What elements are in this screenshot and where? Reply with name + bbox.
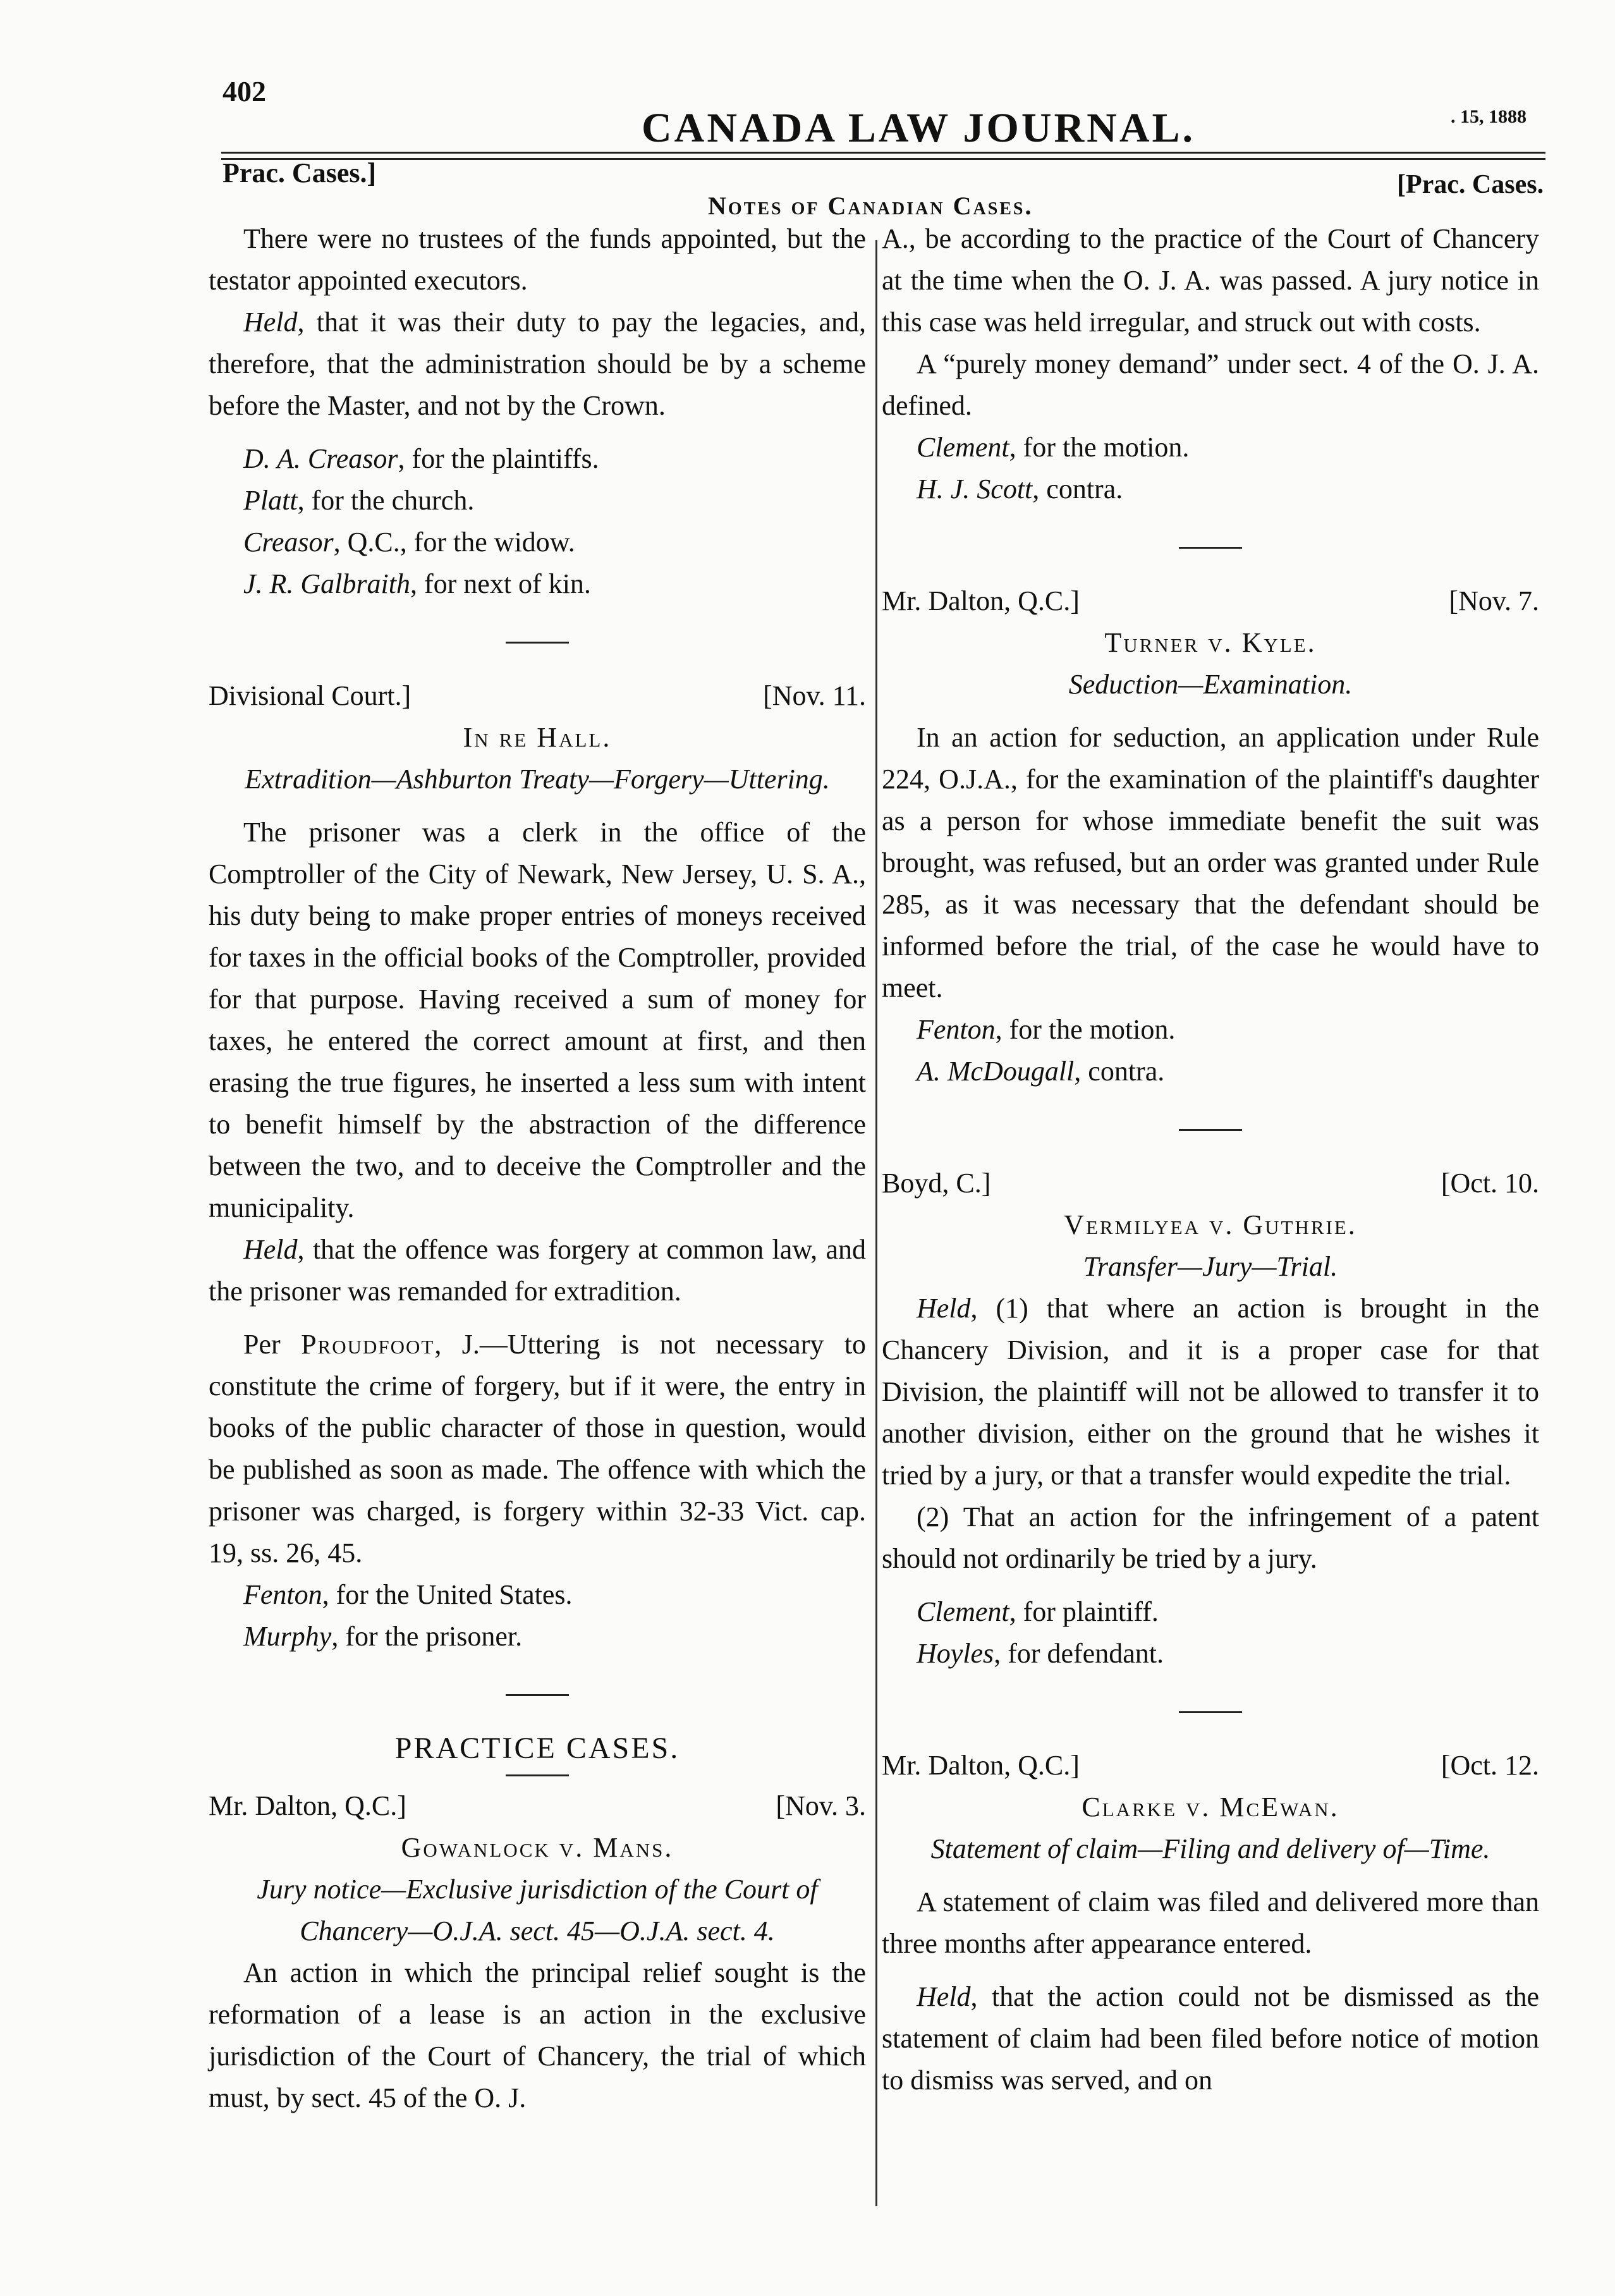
case-date: [Oct. 10. xyxy=(1441,1168,1539,1199)
court-name: Mr. Dalton, Q.C.] xyxy=(882,585,1080,616)
paragraph: Held, that it was their duty to pay the legacies, and, therefore, that the administration should be by a scheme before the Master, and not by the Crown. xyxy=(209,307,866,421)
paragraph: Per Proudfoot, J.—Uttering is not necessary to constitute the crime of forgery, but if it were, the entry in books of the public character of those in question, would be published as soon as made. The offence with which the prisoner was charged, is forgery within 32-33 Vict. cap. 19, ss. 26, 45. xyxy=(209,1329,866,1568)
left-running-tag: Prac. Cases.] xyxy=(222,157,377,188)
counsel-line: Fenton, for the motion. xyxy=(917,1014,1176,1045)
header-rule-top xyxy=(221,152,1545,154)
counsel-line: Clement, for the motion. xyxy=(917,432,1190,463)
case-court-line xyxy=(882,1163,1539,1204)
left-column xyxy=(209,218,866,2119)
counsel-line: Hoyles, for defendant. xyxy=(917,1638,1164,1669)
right-column xyxy=(882,218,1539,2101)
header-rule-bottom xyxy=(221,158,1545,160)
case-court-line xyxy=(209,1785,866,1827)
page-number: 402 xyxy=(222,75,266,107)
column-divider xyxy=(875,240,877,2206)
separator-dash xyxy=(506,1694,569,1696)
section-title: Notes of Canadian Cases. xyxy=(708,192,1033,220)
case-court-line xyxy=(882,1745,1539,1786)
counsel-line: A. McDougall, contra. xyxy=(917,1056,1165,1087)
paragraph: Held, that the offence was forgery at common law, and the prisoner was remanded for extradition. xyxy=(209,1234,866,1307)
case-court-line xyxy=(882,580,1539,622)
paragraph: In an action for seduction, an application under Rule 224, O.J.A., for the examination of the plaintiff's daughter as a person for whose immediate benefit the suit was brought, was refused, but an order was granted under Rule 285, as it was necessary that the defendant should be informed before the trial, of the case he would have to meet. xyxy=(882,722,1539,1003)
counsel-line: Clement, for plaintiff. xyxy=(917,1596,1159,1627)
case-headnote: Seduction—Examination. xyxy=(1068,669,1353,700)
case-headnote: Statement of claim—Filing and delivery of—Time. xyxy=(930,1833,1490,1864)
court-name: Divisional Court.] xyxy=(209,680,411,711)
held-label: Held xyxy=(243,307,298,338)
counsel-line: Murphy, for the prisoner. xyxy=(243,1621,523,1652)
court-name: Boyd, C.] xyxy=(882,1168,991,1199)
case-title: Turner v. Kyle. xyxy=(1104,627,1317,658)
section-heading: PRACTICE CASES. xyxy=(394,1731,680,1765)
counsel-line: Fenton, for the United States. xyxy=(243,1579,573,1610)
separator-dash xyxy=(1179,1129,1242,1131)
issue-date: . 15, 1888 xyxy=(1451,106,1527,127)
case-date: [Nov. 7. xyxy=(1449,585,1539,616)
case-title: Clarke v. McEwan. xyxy=(1082,1792,1339,1823)
case-title: In re Hall. xyxy=(463,722,612,753)
separator-dash xyxy=(506,642,569,644)
case-headnote: Extradition—Ashburton Treaty—Forgery—Uttering. xyxy=(245,764,830,795)
separator-dash xyxy=(1179,547,1242,549)
case-headnote: Transfer—Jury—Trial. xyxy=(1083,1251,1338,1282)
right-running-tag: [Prac. Cases. xyxy=(1397,170,1544,199)
paragraph: (2) That an action for the infringement of a patent should not ordinarily be tried by a jury. xyxy=(882,1501,1539,1574)
case-headnote: Jury notice—Exclusive jurisdiction of the Court of Chancery—O.J.A. sect. 45—O.J.A. sect. 4. xyxy=(257,1874,818,1946)
case-date: [Nov. 3. xyxy=(776,1790,866,1821)
separator-dash xyxy=(506,1774,569,1776)
judge-name: Proudfoot xyxy=(301,1329,435,1360)
counsel-line: Creasor, Q.C., for the widow. xyxy=(243,527,575,558)
paragraph: An action in which the principal relief sought is the reformation of a lease is an action in the exclusive jurisdiction of the Court of Chancery, the trial of which must, by sect. 45 of the O. J. xyxy=(209,1957,866,2113)
paragraph: Held, (1) that where an action is brought in the Chancery Division, and it is a proper case for that Division, the plaintiff will not be allowed to transfer it to another division, either on the ground that he wishes it tried by a jury, or that a transfer would expedite the trial. xyxy=(882,1293,1539,1491)
paragraph: Held, that the action could not be dismissed as the statement of claim had been filed before notice of motion to dismiss was served, and on xyxy=(882,1981,1539,2096)
journal-title: CANADA LAW JOURNAL. xyxy=(642,105,1196,151)
paragraph: A statement of claim was filed and delivered more than three months after appearance entered. xyxy=(882,1886,1539,1959)
paragraph: A “purely money demand” under sect. 4 of the O. J. A. defined. xyxy=(882,348,1539,421)
case-date: [Nov. 11. xyxy=(763,680,866,711)
paragraph: The prisoner was a clerk in the office of the Comptroller of the City of Newark, New Jersey, U. S. A., his duty being to make proper entries of moneys received for taxes in the official books of the Comptroller, provided for that purpose. Having received a sum of money for taxes, he entered the correct amount at first, and then erasing the true figures, he inserted a less sum with intent to benefit himself by the abstraction of the difference between the two, and to deceive the Comptroller and the municipality. xyxy=(209,817,866,1223)
counsel-line: J. R. Galbraith, for next of kin. xyxy=(243,568,591,599)
case-court-line xyxy=(209,675,866,717)
case-date: [Oct. 12. xyxy=(1441,1750,1539,1781)
paragraph: There were no trustees of the funds appointed, but the testator appointed executors. xyxy=(209,223,866,296)
case-title: Vermilyea v. Guthrie. xyxy=(1064,1209,1357,1240)
case-title: Gowanlock v. Mans. xyxy=(401,1832,674,1863)
counsel-line: Platt, for the church. xyxy=(243,485,475,516)
court-name: Mr. Dalton, Q.C.] xyxy=(209,1790,406,1821)
court-name: Mr. Dalton, Q.C.] xyxy=(882,1750,1080,1781)
counsel-line: D. A. Creasor, for the plaintiffs. xyxy=(243,443,599,474)
counsel-line: H. J. Scott, contra. xyxy=(917,473,1123,504)
separator-dash xyxy=(1179,1711,1242,1713)
paragraph: A., be according to the practice of the Court of Chancery at the time when the O. J. A. was passed. A jury notice in this case was held irregular, and struck out with costs. xyxy=(882,223,1539,338)
